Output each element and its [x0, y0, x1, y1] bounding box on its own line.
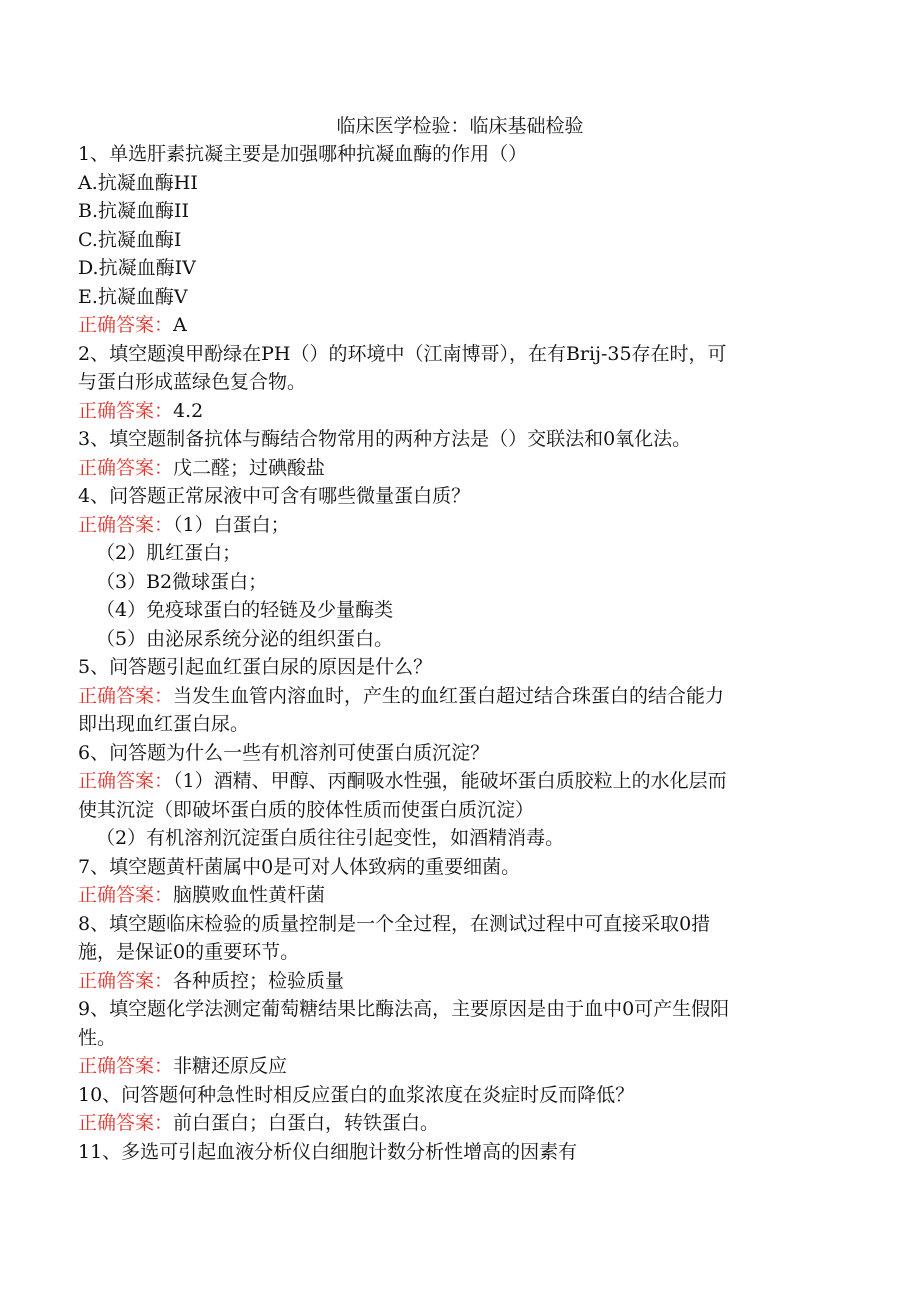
question-4-answer-item-2: （2）肌红蛋白；	[96, 542, 242, 564]
answer-text: （1）酒精、甲醇、丙酮吸水性强，能破坏蛋白质胶粒上的水化层而	[173, 770, 727, 792]
answer-text: 非糖还原反应	[173, 1055, 288, 1077]
answer-text: A	[173, 314, 187, 336]
question-8-stem-line-2: 施，是保证0的重要环节。	[78, 941, 300, 963]
question-10-stem: 10、问答题何种急性时相反应蛋白的血浆浓度在炎症时反而降低？	[78, 1083, 635, 1106]
answer-label: 正确答案：	[78, 1055, 174, 1077]
question-1-option-c: C.抗凝血酶I	[78, 228, 182, 251]
answer-label: 正确答案：	[78, 770, 174, 792]
document-title: 临床医学检验：临床基础检验	[336, 115, 584, 137]
question-8-answer	[78, 967, 830, 996]
question-1-answer	[78, 311, 830, 340]
question-1-option-d: D.抗凝血酶IV	[78, 257, 196, 279]
answer-label: 正确答案：	[78, 884, 174, 906]
question-5-answer	[78, 682, 830, 711]
question-6-answer-line-2: 使其沉淀（即破坏蛋白质的胶体性质而使蛋白质沉淀）	[78, 798, 535, 821]
question-11-stem: 11、多选可引起血液分析仪白细胞计数分析性增高的因素有	[78, 1140, 578, 1163]
answer-text: 当发生血管内溶血时，产生的血红蛋白超过结合珠蛋白的结合能力	[173, 684, 725, 707]
question-5-stem: 5、问答题引起血红蛋白尿的原因是什么？	[78, 656, 433, 678]
question-1-option-b: B.抗凝血酶II	[78, 200, 190, 222]
question-9-stem-line-2: 性。	[78, 1026, 117, 1049]
question-3-answer	[78, 454, 830, 483]
answer-text: 戊二醛；过碘酸盐	[173, 456, 326, 479]
question-3-stem: 3、填空题制备抗体与酶结合物常用的两种方法是（）交联法和0氧化法。	[78, 428, 692, 450]
question-8-stem-line-1: 8、填空题临床检验的质量控制是一个全过程，在测试过程中可直接采取0措	[78, 912, 711, 935]
question-list	[78, 140, 830, 1166]
question-6-stem: 6、问答题为什么一些有机溶剂可使蛋白质沉淀？	[78, 741, 490, 764]
question-7-stem: 7、填空题黄杆菌属中0是可对人体致病的重要细菌。	[78, 855, 521, 878]
question-4-answer-item-3: （3）B2微球蛋白；	[96, 570, 268, 593]
question-9-answer	[78, 1052, 830, 1081]
question-4-answer-item-4: （4）免疫球蛋白的轻链及少量酶类	[96, 599, 394, 621]
answer-label: 正确答案：	[78, 1112, 174, 1134]
question-2-answer	[78, 397, 830, 426]
question-1-option-a: A.抗凝血酶HI	[78, 171, 198, 194]
question-1-option-e: E.抗凝血酶V	[78, 285, 188, 308]
question-2-stem-line-2: 与蛋白形成蓝绿色复合物。	[78, 371, 307, 393]
answer-label: 正确答案：	[78, 684, 174, 707]
question-10-answer	[78, 1109, 830, 1138]
question-1-stem: 1、单选肝素抗凝主要是加强哪种抗凝血酶的作用（）	[78, 143, 528, 165]
question-2-stem-line-1: 2、填空题溴甲酚绿在PH（）的环境中（江南博哥），在有Brij-35存在时，可	[78, 342, 727, 365]
question-4-stem: 4、问答题正常尿液中可含有哪些微量蛋白质？	[78, 485, 471, 507]
question-4-answer	[78, 511, 830, 540]
answer-text: 脑膜败血性黄杆菌	[173, 884, 326, 906]
answer-label: 正确答案：	[78, 513, 174, 536]
question-7-answer	[78, 881, 830, 910]
answer-label: 正确答案：	[78, 399, 174, 422]
question-4-answer-item-5: （5）由泌尿系统分泌的组织蛋白。	[96, 627, 394, 650]
question-6-answer-line-3: （2）有机溶剂沉淀蛋白质往往引起变性，如酒精消毒。	[96, 827, 565, 849]
question-6-answer	[78, 767, 830, 796]
answer-text: 各种质控；检验质量	[173, 969, 345, 992]
question-9-stem-line-1: 9、填空题化学法测定葡萄糖结果比酶法高，主要原因是由于血中0可产生假阳	[78, 998, 730, 1020]
question-5-answer-line-2: 即出现血红蛋白尿。	[78, 713, 250, 735]
answer-text: 4.2	[173, 399, 204, 422]
answer-label: 正确答案：	[78, 314, 174, 336]
answer-text: 前白蛋白；白蛋白，转铁蛋白。	[173, 1112, 440, 1134]
answer-label: 正确答案：	[78, 969, 174, 992]
answer-text: （1）白蛋白；	[173, 513, 290, 536]
answer-label: 正确答案：	[78, 456, 174, 479]
